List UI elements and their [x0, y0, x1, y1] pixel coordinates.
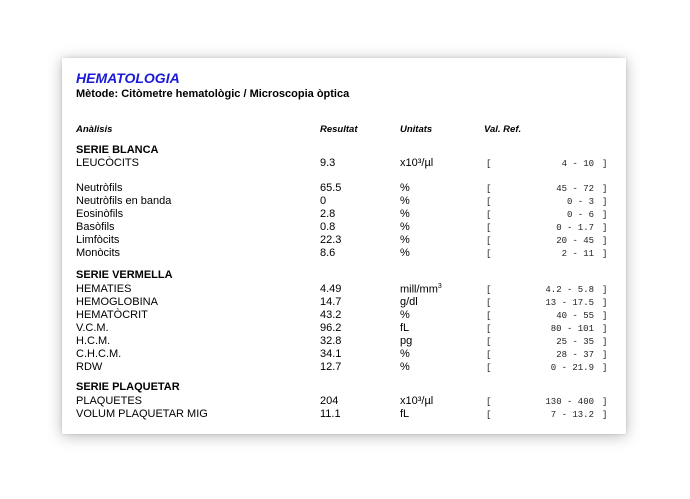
range-close-bracket: ]	[602, 410, 608, 420]
range-close-bracket: ]	[602, 197, 608, 207]
row-unit: x10³/µl	[400, 395, 434, 407]
row-unit: %	[400, 247, 410, 259]
range-open-bracket: [	[486, 159, 492, 169]
row-name: C.H.C.M.	[76, 348, 122, 360]
row-unit: g/dl	[400, 296, 418, 308]
row-name: LEUCÒCITS	[76, 157, 139, 169]
row-unit: fL	[400, 322, 410, 334]
row-unit: %	[400, 361, 410, 373]
row-result: 2.8	[320, 208, 336, 220]
row-range: 4 - 10	[561, 159, 594, 169]
row-result: 0.8	[320, 221, 336, 233]
range-close-bracket: ]	[602, 350, 608, 360]
row-name: Neutròfils en banda	[76, 195, 172, 207]
row-name: Neutròfils	[76, 182, 123, 194]
range-close-bracket: ]	[602, 397, 608, 407]
header-units: Unitats	[400, 124, 433, 135]
row-result: 96.2	[320, 322, 342, 334]
header-reference: Val. Ref.	[484, 124, 522, 135]
row-name: H.C.M.	[76, 335, 111, 347]
row-name: HEMOGLOBINA	[76, 296, 158, 308]
row-result: 9.3	[320, 157, 336, 169]
row-name: VOLUM PLAQUETAR MIG	[76, 408, 208, 420]
range-open-bracket: [	[486, 184, 492, 194]
report-title: HEMATOLOGIA	[76, 70, 180, 86]
range-open-bracket: [	[486, 197, 492, 207]
row-result: 4.49	[320, 283, 342, 295]
row-result: 43.2	[320, 309, 342, 321]
row-name: Basòfils	[76, 221, 115, 233]
row-range: 4.2 - 5.8	[545, 285, 594, 295]
row-unit: %	[400, 309, 410, 321]
range-open-bracket: [	[486, 397, 492, 407]
row-result: 65.5	[320, 182, 342, 194]
row-name: HEMATIES	[76, 283, 132, 295]
header-analysis: Anàlisis	[76, 124, 113, 135]
row-unit: %	[400, 234, 410, 246]
row-name: Limfòcits	[76, 234, 120, 246]
range-open-bracket: [	[486, 210, 492, 220]
row-result: 204	[320, 395, 339, 407]
row-result: 11.1	[320, 408, 341, 420]
range-open-bracket: [	[486, 311, 492, 321]
range-close-bracket: ]	[602, 236, 608, 246]
unit-exponent: 3	[437, 283, 442, 290]
range-open-bracket: [	[486, 285, 492, 295]
range-close-bracket: ]	[602, 285, 608, 295]
row-range: 20 - 45	[556, 236, 594, 246]
row-name: V.C.M.	[76, 322, 109, 334]
row-range: 0 - 6	[566, 210, 594, 220]
row-unit: %	[400, 182, 410, 194]
range-open-bracket: [	[486, 223, 492, 233]
header-result: Resultat	[320, 124, 358, 135]
row-result: 34.1	[320, 348, 342, 360]
row-result: 12.7	[320, 361, 342, 373]
range-open-bracket: [	[486, 298, 492, 308]
row-unit: pg	[400, 335, 413, 347]
range-close-bracket: ]	[602, 337, 608, 347]
row-range: 28 - 37	[556, 350, 594, 360]
row-name: Eosinòfils	[76, 208, 124, 220]
lab-report-sheet	[62, 58, 626, 434]
row-name: Monòcits	[76, 247, 121, 259]
row-range: 0 - 3	[566, 197, 594, 207]
range-open-bracket: [	[486, 324, 492, 334]
range-close-bracket: ]	[602, 324, 608, 334]
range-close-bracket: ]	[602, 298, 608, 308]
row-range: 13 - 17.5	[545, 298, 594, 308]
row-unit: x10³/µl	[400, 157, 434, 169]
row-unit: %	[400, 208, 410, 220]
range-close-bracket: ]	[602, 249, 608, 259]
section-red-series: SERIE VERMELLA	[76, 269, 173, 281]
range-open-bracket: [	[486, 337, 492, 347]
range-open-bracket: [	[486, 363, 492, 373]
range-close-bracket: ]	[602, 159, 608, 169]
row-result: 8.6	[320, 247, 336, 259]
range-open-bracket: [	[486, 350, 492, 360]
row-range: 80 - 101	[550, 324, 594, 334]
section-platelet-series: SERIE PLAQUETAR	[76, 381, 180, 393]
range-close-bracket: ]	[602, 363, 608, 373]
row-range: 0 - 1.7	[556, 223, 594, 233]
range-close-bracket: ]	[602, 210, 608, 220]
row-result: 32.8	[320, 335, 342, 347]
range-open-bracket: [	[486, 410, 492, 420]
range-close-bracket: ]	[602, 223, 608, 233]
row-unit: %	[400, 221, 410, 233]
row-range: 130 - 400	[545, 397, 594, 407]
row-range: 2 - 11	[561, 249, 594, 259]
row-result: 22.3	[320, 234, 342, 246]
row-name: RDW	[76, 361, 103, 373]
row-unit: %	[400, 195, 410, 207]
range-close-bracket: ]	[602, 184, 608, 194]
range-open-bracket: [	[486, 249, 492, 259]
row-range: 7 - 13.2	[550, 410, 594, 420]
row-unit: fL	[400, 408, 410, 420]
method-line: Mètode: Citòmetre hematològic / Microscopia òptica	[76, 88, 350, 100]
row-range: 0 - 21.9	[550, 363, 594, 373]
row-result: 0	[320, 195, 327, 207]
row-result: 14.7	[320, 296, 342, 308]
row-unit: %	[400, 348, 410, 360]
row-range: 45 - 72	[556, 184, 594, 194]
row-range: 25 - 35	[556, 337, 594, 347]
row-name: HEMATÒCRIT	[76, 309, 148, 321]
row-range: 40 - 55	[556, 311, 594, 321]
row-name: PLAQUETES	[76, 395, 143, 407]
section-white-series: SERIE BLANCA	[76, 144, 159, 156]
row-unit	[400, 283, 442, 296]
range-close-bracket: ]	[602, 311, 608, 321]
unit-text: mill/mm	[400, 283, 438, 296]
range-open-bracket: [	[486, 236, 492, 246]
